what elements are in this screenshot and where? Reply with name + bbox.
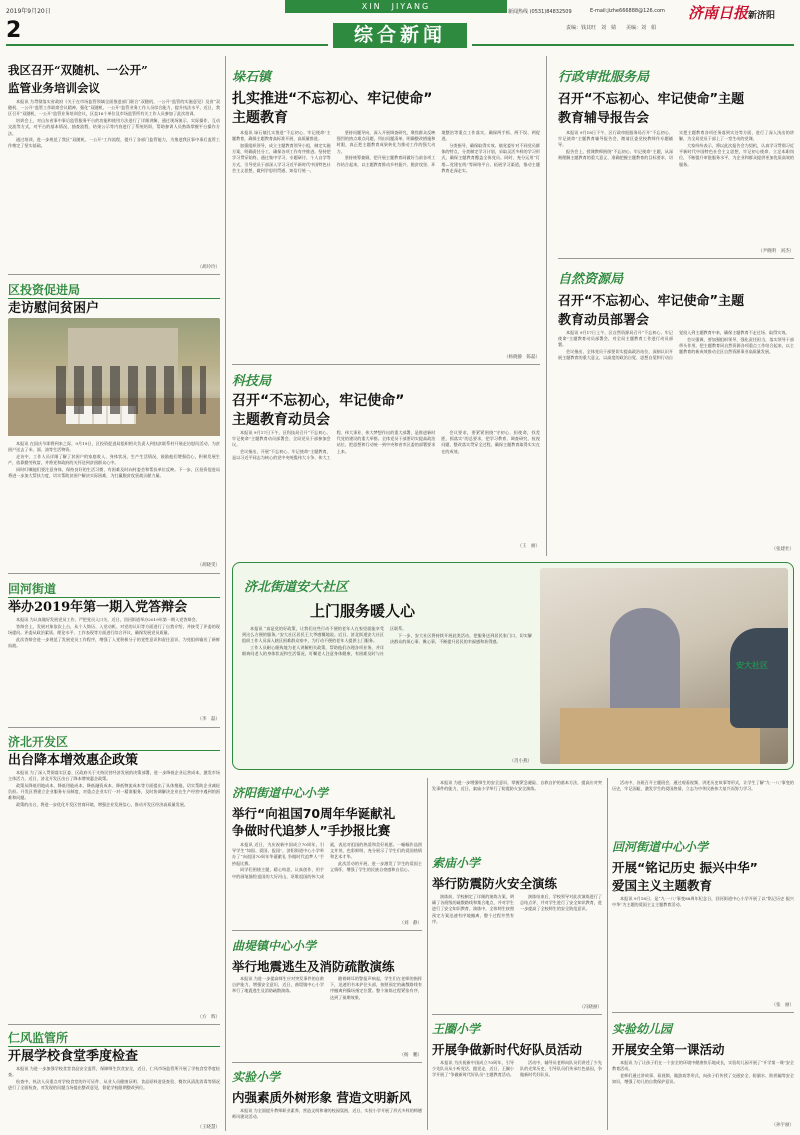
article-body bbox=[8, 770, 220, 1010]
byline: （王 丽） bbox=[517, 544, 540, 549]
article-title: 主题教育动员会 bbox=[232, 412, 330, 428]
column-tag: 科技局 bbox=[232, 374, 272, 389]
paragraph: 培训会上，对山东省事中事后监管服务平台的功能和使用方法进行了详细讲解，通过现场演示、实际操作、互动交流等方式，对平台的基本情况、抽查流程、结果公示等内容进行了系统培训，帮助参训人员熟练掌握平台操作方法。 bbox=[8, 118, 220, 136]
paragraph: 会议强调，要加强组织领导，强化责任担当，落实领导干部带头作用，把主题教育同自然资源各项重点工作结合起来，以主题教育的新成效推动全区自然资源事业高质量发展。 bbox=[679, 336, 794, 355]
article-body bbox=[232, 430, 540, 542]
article-title: 监管业务培训会议 bbox=[8, 81, 100, 95]
paragraph: 走访中，工作人员详细了解了贫困户的家庭收入、身体状况、生产生活情况，鼓励他们增强信心，积极发展生产，依靠勤劳致富，并将党和政府的关怀送到贫困群众心中。 bbox=[8, 453, 220, 466]
paragraph: 加强组织领导，成立主题教育领导小组，制定实施方案，明确责任分工，确保各项工作有序推进。坚持把学习贯穿始终，通过集中学习、专题研讨、个人自学等方式，引导党员干部深入学习习近平新时代中国特色社会主义思想，做到学思用贯通、知信行统一。 bbox=[232, 142, 331, 173]
paragraph: 本报讯 9月17日下午，区科技局召开“不忘初心、牢记使命”主题教育动员部署会，全局党员干部参加会议。 bbox=[232, 430, 331, 448]
article-title: 内强素质外树形象 营造文明新风 bbox=[232, 1090, 412, 1105]
paragraph: 本报讯 为认真做好发展党员工作，严把党员入口关，近日，回河街道举办2019年第一期入党答辩会。 bbox=[16, 617, 200, 622]
divider bbox=[432, 1014, 602, 1015]
column-tag: 仁风监管所 bbox=[8, 1029, 220, 1047]
article-title: 教育辅导报告会 bbox=[558, 111, 650, 126]
paragraph: 分类指导，确保取得实效。镇党委针对不同党员群体的特点，分类制定学习计划，采取灵活多样的学习形式，确保主题教育覆盖全体党员。同时，充分运用“灯塔—党建在线”等网络平台，拓展学习渠道，推动主题教育走深走实。 bbox=[441, 142, 540, 173]
header-rule-left bbox=[6, 44, 328, 46]
article-body bbox=[8, 617, 220, 715]
column-tag: 自然资源局 bbox=[558, 272, 624, 287]
article-title: 召开“不忘初心、牢记使命”主题 bbox=[558, 294, 745, 309]
article-body bbox=[232, 130, 540, 352]
article-body bbox=[432, 1060, 602, 1130]
photo-person-right bbox=[730, 628, 788, 728]
article-body bbox=[432, 780, 602, 846]
paragraph: 演练结束后，学校领导对此次演练进行了总结点评，并对学生进行了安全知识教育，进一步提高了全校师生的安全防范意识。 bbox=[520, 894, 602, 912]
column-divider bbox=[607, 778, 608, 1130]
paragraph: 答辩会上，发展对象依次上台，从个人简历、入党动机、对党的认识等方面进行了自我介绍，并接受了评委的现场提问。评委从政治素质、理论水平、工作表现等方面进行综合评议，确保发展党员质量。 bbox=[8, 623, 220, 635]
paragraph: 本报讯 为全面提升教师职业素养，营造文明和谐的校园氛围，近日，实验小学开展了形式多样的师德师风建设活动。 bbox=[232, 1108, 422, 1120]
paragraph: 本报讯 在国庆节即将到来之际，9月19日，区投资促进局组织相关负责人到扶贫联系村开展走访慰问活动，为贫困户送去了米、面、油等生活物资。 bbox=[8, 441, 220, 453]
article-title: 爱国主义主题教育 bbox=[612, 878, 713, 893]
byline: （张 丽） bbox=[771, 1003, 794, 1008]
article-title: 扎实推进“不忘初心、牢记使命” bbox=[232, 91, 433, 107]
byline: （冯晓丽） bbox=[579, 1005, 602, 1010]
masthead-sub: 新济阳 bbox=[748, 11, 776, 21]
photo-logo: 安大社区 bbox=[736, 661, 768, 670]
paragraph: 本报讯 为进一步提高师生应对突发事件的自救自护能力，增强安全意识，近日，曲堤镇中心小学举行了地震逃生及消防疏散演练。 bbox=[232, 976, 324, 994]
date-line: 2019年9月20日 bbox=[6, 8, 51, 15]
section-banner bbox=[333, 23, 467, 48]
byline: （胡玲玲） bbox=[197, 265, 220, 270]
byline: （杨晓静 陈磊） bbox=[504, 355, 540, 360]
article-body bbox=[232, 842, 422, 922]
article-body bbox=[242, 626, 532, 766]
article-body bbox=[8, 99, 220, 259]
column-tag: 回河街道中心小学 bbox=[612, 840, 709, 854]
article-title: 教育动员部署会 bbox=[558, 313, 650, 328]
byline: （孙宇丽） bbox=[771, 1123, 794, 1128]
paragraph: 政策从降低用地成本、降低用能成本、降低融资成本、降低物流成本等方面提出了具体措施，切实帮助企业减轻负担。开发区将建立企业服务专员制度，对重点企业实行一对一精准服务，及时协调解决企业在生产经营中遇到的困难和问题。 bbox=[8, 782, 220, 801]
article-title: 争做时代追梦人”手抄报比赛 bbox=[232, 823, 391, 838]
column-tag: 济北开发区 bbox=[8, 733, 220, 751]
divider bbox=[232, 364, 540, 365]
column-tag: 实验小学 bbox=[232, 1070, 281, 1084]
page-number: 2 bbox=[6, 18, 22, 43]
article-body bbox=[612, 896, 794, 1000]
byline: （王晓慧） bbox=[197, 1125, 220, 1130]
article-body bbox=[8, 1066, 220, 1122]
paragraph: 本报讯 为庆祝新中国成立70周年，引导少先队员从小听党话、跟党走，近日，王圈小学开展了“争做新时代好队员”主题教育活动。 bbox=[432, 1060, 514, 1078]
article-body bbox=[432, 894, 602, 1004]
column-tag: 济阳街道中心小学 bbox=[232, 786, 329, 800]
paragraph: 本报讯 为了深入贯彻落实区委、区政府关于支持民营经济发展的决策部署，进一步降低企业运营成本，激发市场主体活力，近日，济北开发区出台了降本增效惠企政策。 bbox=[8, 770, 220, 782]
masthead-logo-text: 济南日报 bbox=[688, 4, 749, 22]
byline: （杨 鹏） bbox=[399, 1053, 422, 1058]
article-title: 开展学校食堂季度检查 bbox=[8, 1049, 139, 1064]
article-title: 走访慰问贫困户 bbox=[8, 301, 100, 316]
paragraph: 本报讯 “真是党的好政策，让我们这些行动不便的老年人在家里就能享受到这么方便的服务。”安大社区居民王大爷感慨地说。近日，济北街道安大社区组织工作人员深入辖区困难群众家中，为行动不便的老年人提供上门服务。 bbox=[242, 626, 384, 644]
paragraph: 检查中，执法人员重点对学校食堂的许可证件、从业人员健康证明、食品原料进货查验、餐饮具清洗消毒等情况进行了全面检查，对发现的问题当场提出整改意见，督促学校限期整改到位。 bbox=[8, 1078, 220, 1091]
article-title: 举行防震防火安全演练 bbox=[432, 876, 558, 891]
paragraph: 同时叮嘱他们要注意身体，保持良好的生活习惯，有困难及时向村委会和帮扶单位反映。下一步，区投资促进局将进一步加大帮扶力度，切实帮助贫困户解决实际困难，为打赢脱贫攻坚战贡献力量。 bbox=[8, 466, 220, 479]
paragraph: 本报讯 9月18日下午，区行政审批服务局召开“不忘初心、牢记使命”主题教育辅导报告会，邀请区委党校教师作专题辅导。 bbox=[558, 130, 673, 148]
article-body bbox=[8, 441, 220, 559]
paragraph: 随着刺耳的警报声响起，学生们在老师的指挥下，迅速用书本护住头部，按照预定的疏散路线有序撤离到操场指定位置。整个演练过程紧张有序，达到了预期效果。 bbox=[330, 976, 422, 1000]
paragraph: 本报讯 垛石镇扎实推进“不忘初心、牢记使命”主题教育，确保主题教育高标准开展、高质量推进。 bbox=[232, 130, 331, 142]
paragraph: 坚持统筹兼顾，把开展主题教育同做好当前各项工作结合起来，以主题教育推动乡村振兴、脱贫攻坚、环境整治等重点工作落实，确保两手抓、两不误、两促进。 bbox=[336, 130, 540, 167]
paragraph: 本报讯 为进一步加强学校食堂食品安全监管，保障师生饮食安全，近日，仁风市场监管所开展了学校食堂季度检查。 bbox=[8, 1066, 220, 1078]
column-tag: 王圈小学 bbox=[432, 1022, 481, 1036]
paragraph: 本报讯 为进一步增强师生的安全意识，掌握紧急避险、自救自护的基本方法，提高应对突发事件的能力，近日，索庙小学举行了防震防火安全演练。 bbox=[432, 780, 602, 792]
article-title: 召开“不忘初心，牢记使命” bbox=[232, 393, 405, 409]
article-title: 举行“向祖国70周年华诞献礼 bbox=[232, 806, 396, 821]
paragraph: 本报讯 为了让孩子们在一个安全的环境中健康快乐地成长，实验幼儿园开展了“开学第一课”安全教育活动。 bbox=[612, 1060, 794, 1072]
article-body bbox=[232, 976, 422, 1052]
article-photo bbox=[540, 568, 788, 764]
divider bbox=[8, 573, 220, 574]
header-rule-right bbox=[472, 44, 794, 46]
paragraph: 活动中，辅导员老师向队员们讲述了少先队的光荣历史，引导队员们传承红色基因，争做新时代好队员。 bbox=[520, 1060, 602, 1078]
byline: （张建社） bbox=[771, 547, 794, 552]
byline: （胡晓雯） bbox=[197, 563, 220, 568]
column-divider bbox=[427, 778, 428, 1130]
paragraph: 此次答辩会进一步规范了发展党员工作程序，增强了入党积极分子的党性意识和责任意识，为党组织输送了新鲜血液。 bbox=[8, 636, 220, 648]
byline: （肖小燕） bbox=[509, 759, 532, 764]
article-title: 上门服务暖人心 bbox=[310, 602, 416, 620]
article-title: 开展“铭记历史 振兴中华” bbox=[612, 860, 758, 875]
column-tag: 索庙小学 bbox=[432, 856, 481, 870]
divider bbox=[8, 1024, 220, 1025]
article-body bbox=[612, 1060, 794, 1120]
paragraph: 下一步，安大社区将持续开展此类活动，把服务送到居民家门口，切实解决群众的烦心事、揪心事，不断提升居民的幸福感和获得感。 bbox=[390, 632, 532, 644]
paragraph: 会议要求，要紧紧围绕“守初心、担使命，找差距、抓落实”的总要求，把学习教育、调查研究、检视问题、整改落实贯穿全过程，确保主题教育取得实实在在的成效。 bbox=[441, 430, 540, 454]
paragraph: 会议指出，开展“不忘初心、牢记使命”主题教育，是以习近平同志为核心的党中央统揽伟大斗争、伟大工程、伟大事业、伟大梦想作出的重大部署，是推进新时代党的建设的重大举措。全体党员干部要切实提高政治站位，把思想和行动统一到中央和省市区委的部署要求上来。 bbox=[232, 430, 436, 461]
paragraph: 老师们通过讲故事、看视频、做游戏等形式，向孩子们传授了交通安全、防溺水、防拐骗等安全知识，增强了幼儿的自我保护意识。 bbox=[612, 1072, 794, 1085]
paragraph: 报告会上，授课教师围绕“不忘初心、牢记使命”主题，从深刻理解主题教育的重大意义、准确把握主题教育的目标要求、切实把主题教育各项任务落到实处等方面，进行了深入浅出的讲解，为全局党员干部上了一堂生动的党课。 bbox=[558, 130, 794, 161]
byline: （方 辉） bbox=[197, 1015, 220, 1020]
paragraph: 坚持问题导向，深入开展调查研究，聚焦群众反映强烈的热点难点问题，列出问题清单，明确整改措施和时限，真正把主题教育成果转化为推动工作的强大动力。 bbox=[336, 130, 436, 154]
article-body bbox=[612, 780, 794, 840]
column-tag: 济北街道安大社区 bbox=[244, 580, 349, 595]
paragraph: 本报讯 近日，为庆祝新中国成立70周年，引导学生“知国、爱国、报国”，济阳街道中心小学举办了“向祖国70周年华诞献礼 争做时代追梦人”手抄报比赛。 bbox=[232, 842, 324, 866]
article-photo bbox=[8, 318, 220, 436]
column-divider bbox=[546, 56, 547, 556]
byline: （刘 静） bbox=[399, 921, 422, 926]
paragraph: 活动中，各班召开主题班会，通过观看视频、讲述历史故事等形式，让学生了解“九·一八”事变的历史，牢记国耻，激发学生的爱国热情，立志为中华民族伟大复兴而努力学习。 bbox=[612, 780, 794, 792]
article-title: 主题教育 bbox=[232, 110, 288, 126]
paragraph: 同学们围绕主题，精心构思，认真创作，用手中的画笔描绘祖国的大好河山，讴歌祖国的伟大成就，表达对祖国的热爱和美好祝愿。一幅幅作品图文并茂、色彩鲜明，充分展示了学生们的爱国热情和艺术才华。 bbox=[232, 842, 422, 879]
article-title: 召开“不忘初心、牢记使命”主题 bbox=[558, 92, 745, 107]
section-title: 综合新闻 bbox=[353, 24, 446, 46]
article-title: 出台降本增效惠企政策 bbox=[8, 753, 139, 768]
column-tag: 回河街道 bbox=[8, 580, 220, 598]
article-title: 举行地震逃生及消防疏散演练 bbox=[232, 959, 395, 974]
article-title: 开展争做新时代好队员活动 bbox=[432, 1042, 583, 1057]
paragraph: 本报讯 9月18日，是“九·一八”事变88周年纪念日，回河街道中心小学开展了以“铭记历史 振兴中华”为主题的爱国主义主题教育活动。 bbox=[612, 896, 794, 908]
column-tag: 区投资促进局 bbox=[8, 281, 220, 299]
region-band bbox=[285, 0, 507, 13]
paragraph: 演练前，学校制定了详细的演练方案，明确了各班级的疏散路线和集合地点，并对学生进行了安全知识教育。演练中，全体师生按照预定方案迅速有序地撤离，整个过程井然有序。 bbox=[432, 894, 514, 924]
photo-people bbox=[56, 366, 206, 414]
article-body bbox=[232, 1108, 422, 1130]
region-band-text: XIN JIYANG bbox=[361, 2, 431, 11]
column-tag: 实验幼儿园 bbox=[612, 1022, 673, 1036]
article-title: 开展安全第一课活动 bbox=[612, 1042, 725, 1057]
article-body bbox=[558, 130, 794, 246]
column-divider bbox=[225, 56, 226, 1131]
paragraph: 政策的出台，将进一步优化开发区营商环境，增强企业发展信心，推动开发区经济高质量发展。 bbox=[16, 802, 188, 808]
divider bbox=[8, 727, 220, 728]
divider bbox=[232, 1062, 422, 1063]
divider bbox=[612, 1012, 794, 1013]
byline: （尹晓明 刘杰） bbox=[758, 249, 794, 254]
paragraph: 本报讯 9月17日上午，区自然资源局召开“不忘初心、牢记使命”主题教育动员部署会，对全局主题教育工作进行动员部署。 bbox=[558, 330, 673, 348]
column-tag: 垛石镇 bbox=[232, 70, 272, 85]
masthead-logo bbox=[688, 2, 775, 23]
article-title: 举办2019年第一期入党答辩会 bbox=[8, 600, 188, 615]
paragraph: 大家纷纷表示，将以此次报告会为契机，认真学习贯彻习近平新时代中国特色社会主义思想，牢记初心使命，立足本职岗位，不断提升审批服务水平，为企业和群众提供更加优质高效的服务。 bbox=[679, 142, 794, 167]
article-body bbox=[558, 330, 794, 544]
divider bbox=[8, 274, 220, 275]
paragraph: 本报讯 为贯彻落实省政府《关于在市场监管领域全面推进部门联合“双随机、一公开”监管的实施意见》及省“双随机、一公开”监管工作联席会议精神，强化“双随机、一公开”监管业务工作人员综合能力，提升执法水平，近日，我区召开“双随机、一公开”监管业务培训会议，区直16个单位及市场监管所有关工作人员参加了此次培训。 bbox=[8, 99, 220, 117]
hotline: 新闻热线 (0531)84832509 bbox=[508, 9, 572, 15]
paragraph: 通过培训，进一步规范了我区“双随机、一公开”工作流程，提升了各部门监管能力，为推进我区事中事后监管工作奠定了坚实基础。 bbox=[8, 137, 220, 149]
paragraph: 工作人员耐心细致地为老人讲解相关政策，帮助他们办理各项业务，并详细询问老人的身体状况和生活情况，叮嘱老人注意身体健康，有困难及时与社区联系。 bbox=[242, 626, 407, 657]
paragraph: 此次活动的开展，进一步激发了学生的爱国主义情怀，增强了学生的民族自豪感和自信心。 bbox=[330, 861, 422, 873]
column-tag: 曲堤镇中心小学 bbox=[232, 939, 317, 953]
paragraph: 会议指出，全体党员干部要切实提高政治站位，深刻认识开展主题教育的重大意义，以高度的政治自觉、思想自觉和行动自觉投入到主题教育中来，确保主题教育不走过场、取得实效。 bbox=[558, 330, 790, 361]
byline: （李 磊） bbox=[197, 717, 220, 722]
email: E-mail:jizhe666888@126.com bbox=[590, 8, 665, 14]
article-title: 我区召开“双随机、一公开” bbox=[8, 63, 148, 77]
editors-line: 责编：钱其旺 刘 婧 美编：刘 娟 bbox=[566, 25, 657, 31]
column-tag: 行政审批服务局 bbox=[558, 70, 650, 85]
divider bbox=[558, 258, 794, 259]
divider bbox=[232, 930, 422, 931]
